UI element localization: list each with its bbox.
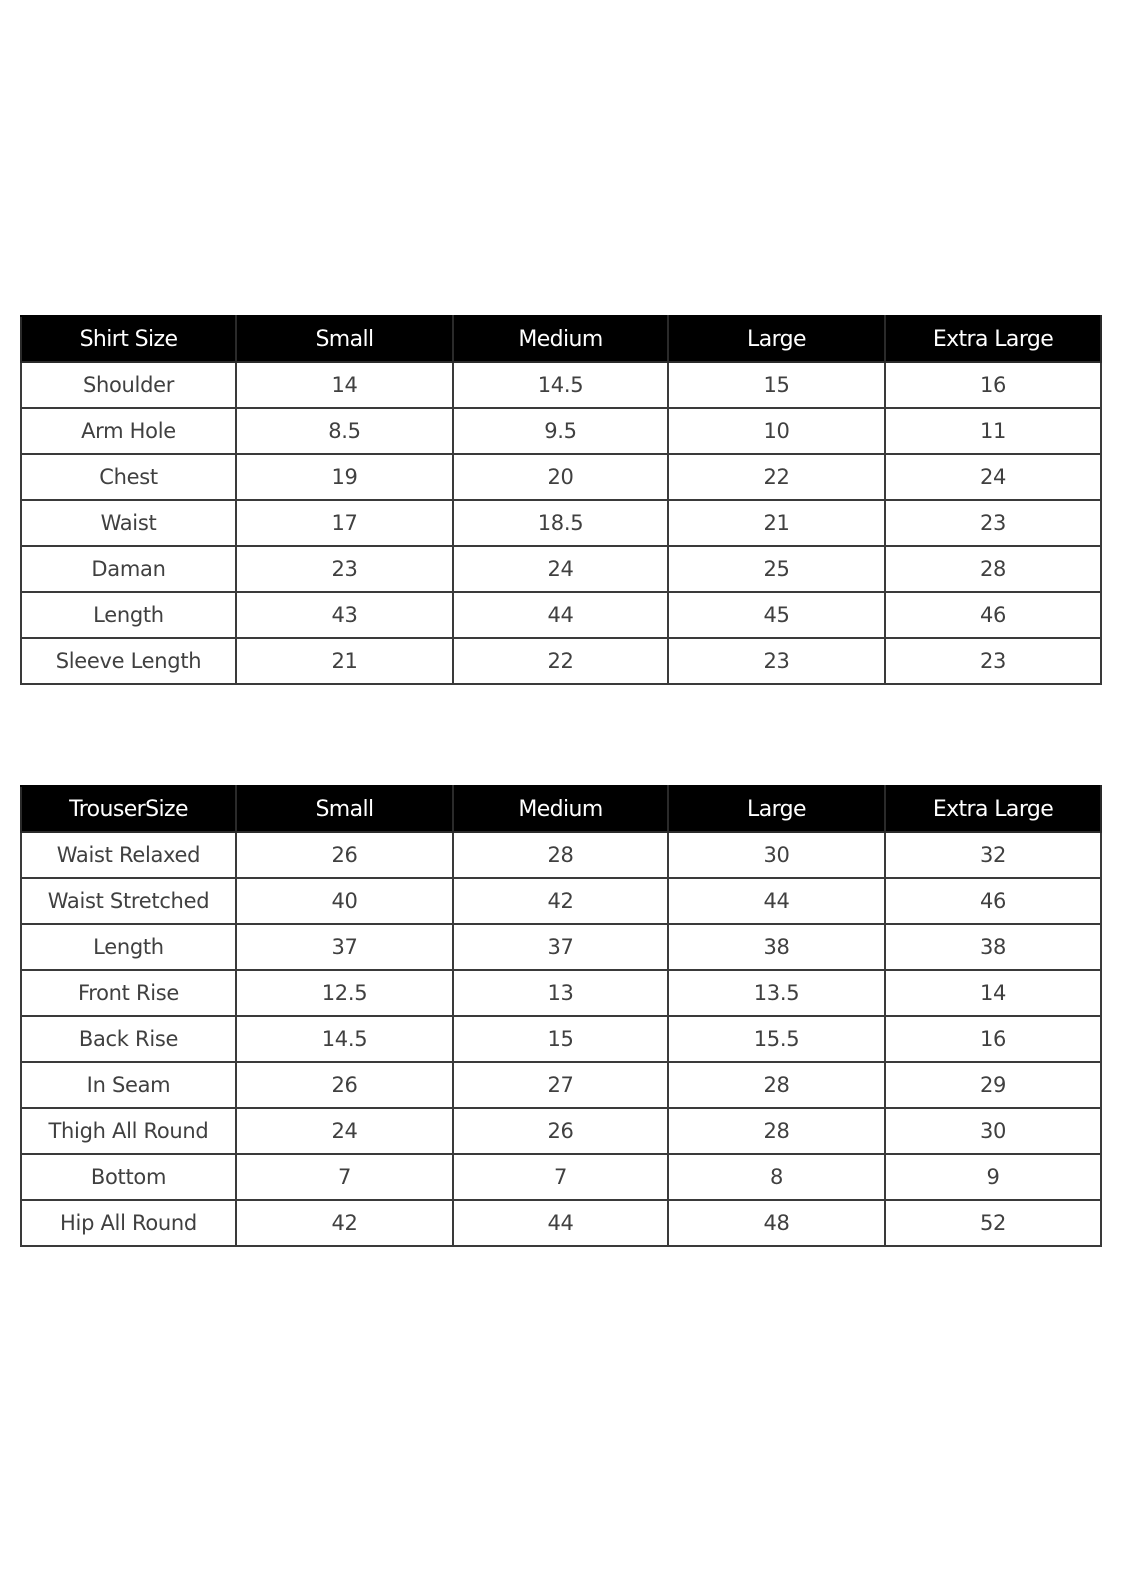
shirt-header-row bbox=[21, 316, 1101, 362]
trouser-table-row bbox=[21, 1108, 1101, 1154]
shirt-cell-extra-large: 23 bbox=[885, 638, 1101, 684]
trouser-table-row bbox=[21, 1200, 1101, 1246]
trouser-cell-small: 40 bbox=[236, 878, 453, 924]
shirt-table-row bbox=[21, 362, 1101, 408]
trouser-cell-extra-large: 16 bbox=[885, 1016, 1101, 1062]
shirt-header-medium: Medium bbox=[453, 316, 668, 362]
shirt-cell-extra-large: 23 bbox=[885, 500, 1101, 546]
shirt-table-row bbox=[21, 638, 1101, 684]
trouser-cell-medium: 44 bbox=[453, 1200, 668, 1246]
shirt-cell-large: 25 bbox=[668, 546, 885, 592]
shirt-table-row bbox=[21, 546, 1101, 592]
trouser-cell-measurement: Waist Relaxed bbox=[21, 832, 236, 878]
trouser-table-row bbox=[21, 1062, 1101, 1108]
trouser-cell-extra-large: 14 bbox=[885, 970, 1101, 1016]
trouser-cell-medium: 13 bbox=[453, 970, 668, 1016]
shirt-cell-measurement: Shoulder bbox=[21, 362, 236, 408]
trouser-cell-small: 26 bbox=[236, 832, 453, 878]
shirt-cell-medium: 22 bbox=[453, 638, 668, 684]
shirt-cell-measurement: Arm Hole bbox=[21, 408, 236, 454]
shirt-cell-measurement: Daman bbox=[21, 546, 236, 592]
trouser-cell-measurement: Front Rise bbox=[21, 970, 236, 1016]
trouser-cell-extra-large: 30 bbox=[885, 1108, 1101, 1154]
trouser-cell-small: 14.5 bbox=[236, 1016, 453, 1062]
shirt-cell-small: 19 bbox=[236, 454, 453, 500]
trouser-header-label: TrouserSize bbox=[21, 786, 236, 832]
trouser-cell-measurement: Bottom bbox=[21, 1154, 236, 1200]
shirt-cell-large: 10 bbox=[668, 408, 885, 454]
shirt-cell-small: 21 bbox=[236, 638, 453, 684]
trouser-cell-medium: 27 bbox=[453, 1062, 668, 1108]
shirt-cell-measurement: Length bbox=[21, 592, 236, 638]
trouser-cell-small: 7 bbox=[236, 1154, 453, 1200]
trouser-cell-measurement: Hip All Round bbox=[21, 1200, 236, 1246]
trouser-cell-measurement: In Seam bbox=[21, 1062, 236, 1108]
shirt-cell-large: 21 bbox=[668, 500, 885, 546]
trouser-header-medium: Medium bbox=[453, 786, 668, 832]
shirt-header-large: Large bbox=[668, 316, 885, 362]
trouser-cell-medium: 26 bbox=[453, 1108, 668, 1154]
trouser-cell-large: 8 bbox=[668, 1154, 885, 1200]
trouser-table-row bbox=[21, 878, 1101, 924]
trouser-cell-medium: 7 bbox=[453, 1154, 668, 1200]
trouser-cell-large: 28 bbox=[668, 1108, 885, 1154]
trouser-table-row bbox=[21, 1154, 1101, 1200]
trouser-cell-extra-large: 46 bbox=[885, 878, 1101, 924]
shirt-header-small: Small bbox=[236, 316, 453, 362]
shirt-cell-extra-large: 24 bbox=[885, 454, 1101, 500]
shirt-table-row bbox=[21, 592, 1101, 638]
trouser-table-row bbox=[21, 970, 1101, 1016]
trouser-cell-extra-large: 9 bbox=[885, 1154, 1101, 1200]
shirt-header-extra-large: Extra Large bbox=[885, 316, 1101, 362]
trouser-cell-extra-large: 29 bbox=[885, 1062, 1101, 1108]
trouser-table-body bbox=[21, 832, 1101, 1246]
trouser-cell-large: 38 bbox=[668, 924, 885, 970]
trouser-cell-large: 48 bbox=[668, 1200, 885, 1246]
shirt-cell-extra-large: 28 bbox=[885, 546, 1101, 592]
shirt-cell-extra-large: 16 bbox=[885, 362, 1101, 408]
trouser-cell-large: 13.5 bbox=[668, 970, 885, 1016]
shirt-cell-medium: 18.5 bbox=[453, 500, 668, 546]
shirt-cell-measurement: Sleeve Length bbox=[21, 638, 236, 684]
trouser-cell-medium: 37 bbox=[453, 924, 668, 970]
trouser-cell-medium: 28 bbox=[453, 832, 668, 878]
shirt-cell-small: 14 bbox=[236, 362, 453, 408]
shirt-table-row bbox=[21, 500, 1101, 546]
shirt-cell-small: 17 bbox=[236, 500, 453, 546]
trouser-header-extra-large: Extra Large bbox=[885, 786, 1101, 832]
trouser-cell-measurement: Length bbox=[21, 924, 236, 970]
shirt-cell-small: 8.5 bbox=[236, 408, 453, 454]
trouser-cell-large: 28 bbox=[668, 1062, 885, 1108]
trouser-header-large: Large bbox=[668, 786, 885, 832]
trouser-cell-small: 24 bbox=[236, 1108, 453, 1154]
shirt-header-label: Shirt Size bbox=[21, 316, 236, 362]
trouser-header-row bbox=[21, 786, 1101, 832]
trouser-cell-large: 30 bbox=[668, 832, 885, 878]
trouser-cell-extra-large: 38 bbox=[885, 924, 1101, 970]
shirt-cell-measurement: Chest bbox=[21, 454, 236, 500]
trouser-cell-small: 26 bbox=[236, 1062, 453, 1108]
shirt-cell-large: 45 bbox=[668, 592, 885, 638]
trouser-cell-medium: 42 bbox=[453, 878, 668, 924]
shirt-cell-medium: 14.5 bbox=[453, 362, 668, 408]
shirt-cell-medium: 44 bbox=[453, 592, 668, 638]
trouser-cell-small: 42 bbox=[236, 1200, 453, 1246]
trouser-cell-extra-large: 32 bbox=[885, 832, 1101, 878]
shirt-cell-small: 43 bbox=[236, 592, 453, 638]
shirt-cell-large: 23 bbox=[668, 638, 885, 684]
trouser-cell-measurement: Back Rise bbox=[21, 1016, 236, 1062]
trouser-cell-small: 37 bbox=[236, 924, 453, 970]
trouser-cell-large: 44 bbox=[668, 878, 885, 924]
trouser-cell-extra-large: 52 bbox=[885, 1200, 1101, 1246]
shirt-cell-large: 22 bbox=[668, 454, 885, 500]
shirt-cell-medium: 9.5 bbox=[453, 408, 668, 454]
trouser-cell-measurement: Thigh All Round bbox=[21, 1108, 236, 1154]
trouser-cell-medium: 15 bbox=[453, 1016, 668, 1062]
trouser-size-table bbox=[20, 785, 1102, 1247]
shirt-cell-extra-large: 46 bbox=[885, 592, 1101, 638]
trouser-table-row bbox=[21, 832, 1101, 878]
shirt-cell-measurement: Waist bbox=[21, 500, 236, 546]
shirt-table-row bbox=[21, 408, 1101, 454]
shirt-cell-medium: 20 bbox=[453, 454, 668, 500]
shirt-cell-small: 23 bbox=[236, 546, 453, 592]
shirt-cell-large: 15 bbox=[668, 362, 885, 408]
shirt-cell-medium: 24 bbox=[453, 546, 668, 592]
shirt-table-row bbox=[21, 454, 1101, 500]
trouser-cell-measurement: Waist Stretched bbox=[21, 878, 236, 924]
shirt-size-table bbox=[20, 315, 1102, 685]
trouser-cell-small: 12.5 bbox=[236, 970, 453, 1016]
trouser-header-small: Small bbox=[236, 786, 453, 832]
trouser-cell-large: 15.5 bbox=[668, 1016, 885, 1062]
shirt-table-body bbox=[21, 362, 1101, 684]
trouser-table-row bbox=[21, 1016, 1101, 1062]
shirt-cell-extra-large: 11 bbox=[885, 408, 1101, 454]
trouser-table-row bbox=[21, 924, 1101, 970]
